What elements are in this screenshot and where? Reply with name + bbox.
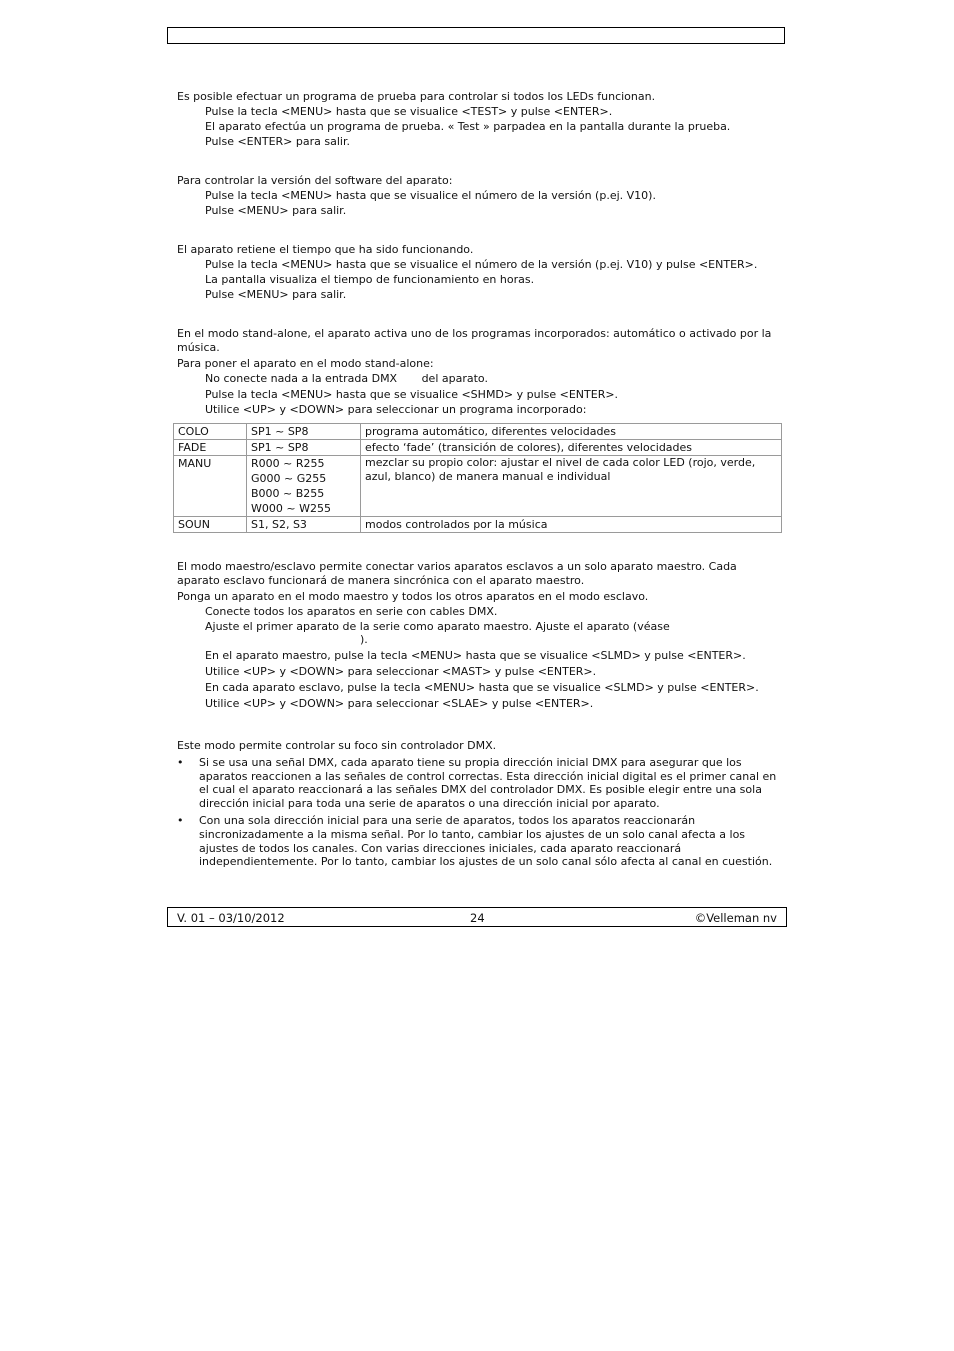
- master-intro2: Ponga un aparato en el modo maestro y todos los otros aparatos en el modo esclavo.: [177, 590, 649, 603]
- footer: [167, 907, 787, 927]
- list-item: [177, 814, 782, 868]
- master-step-cont: ).: [360, 633, 368, 646]
- table-row: [174, 440, 782, 456]
- table-cell-mode: COLO: [174, 424, 247, 440]
- version-step: Pulse la tecla <MENU> hasta que se visualice el número de la versión (p.ej. V10).: [205, 189, 656, 202]
- list-item: [177, 756, 782, 810]
- section-hours: [177, 242, 782, 302]
- standalone-intro: En el modo stand-alone, el aparato activa uno de los programas incorporados: automático o activado por la música.: [177, 327, 772, 354]
- master-step: Utilice <UP> y <DOWN> para seleccionar <MAST> y pulse <ENTER>.: [205, 665, 597, 678]
- dmx-intro: Este modo permite controlar su foco sin controlador DMX.: [177, 739, 497, 752]
- table-cell-desc: programa automático, diferentes velocidades: [361, 424, 782, 440]
- version-step: Pulse <MENU> para salir.: [205, 204, 347, 217]
- bullet-icon: •: [177, 814, 184, 828]
- table-cell-range: R000 ~ R255 G000 ~ G255 B000 ~ B255 W000 ~ W255: [247, 456, 361, 517]
- master-intro: El modo maestro/esclavo permite conectar varios aparatos esclavos a un solo aparato maestro. Cada aparato esclavo funcionará de manera sincrónica con el aparato maestro.: [177, 560, 737, 587]
- test-step: Pulse la tecla <MENU> hasta que se visualice <TEST> y pulse <ENTER>.: [205, 105, 613, 118]
- standalone-intro2: Para poner el aparato en el modo stand-alone:: [177, 357, 434, 370]
- table-cell-desc: efecto ‘fade’ (transición de colores), diferentes velocidades: [361, 440, 782, 456]
- table-cell-range: SP1 ~ SP8: [247, 424, 361, 440]
- table-row: [174, 456, 782, 517]
- list-item-text: Si se usa una señal DMX, cada aparato tiene su propia dirección inicial DMX para asegurar que los aparatos reaccionen a las señales de control correctas. Esta dirección inicial digital es el primer canal en el cual el aparato reaccionará a las señales DMX del controlador DMX. Es posible elegir entre una sola dirección inicial para toda una serie de aparatos o una dirección inicial por aparato.: [199, 756, 777, 810]
- master-step: Ajuste el primer aparato de la serie como aparato maestro. Ajuste el aparato (véase: [205, 620, 670, 633]
- table-cell-range: S1, S2, S3: [247, 517, 361, 533]
- list-item-text: Con una sola dirección inicial para una serie de aparatos, todos los aparatos reaccionarán sincronizadamente a la misma señal. Por lo tanto, cambiar los ajustes de un solo canal afecta a los ajustes de todos los canales. Con varias direcciones iniciales, cada aparato reaccionará independientemente. Por lo tanto, cambiar los ajustes de un solo canal sólo afecta al canal en cuestión.: [199, 814, 773, 869]
- master-step: En cada aparato esclavo, pulse la tecla <MENU> hasta que se visualice <SLMD> y pulse <ENTER>.: [205, 681, 759, 694]
- table-cell-mode: SOUN: [174, 517, 247, 533]
- section-dmx: [177, 738, 782, 869]
- hours-step: Pulse <MENU> para salir.: [205, 288, 347, 301]
- footer-copyright: ©Velleman nv: [694, 911, 777, 925]
- table-cell-mode: MANU: [174, 456, 247, 517]
- test-step: Pulse <ENTER> para salir.: [205, 135, 350, 148]
- bullet-icon: •: [177, 756, 184, 769]
- hours-step: La pantalla visualiza el tiempo de funcionamiento en horas.: [205, 273, 535, 286]
- page-content: [177, 89, 782, 869]
- table-cell-mode: FADE: [174, 440, 247, 456]
- standalone-step: Pulse la tecla <MENU> hasta que se visualice <SHMD> y pulse <ENTER>.: [205, 388, 619, 401]
- standalone-step: No conecte nada a la entrada DMX del aparato.: [205, 372, 488, 385]
- master-step: Utilice <UP> y <DOWN> para seleccionar <SLAE> y pulse <ENTER>.: [205, 697, 594, 710]
- hours-step: Pulse la tecla <MENU> hasta que se visualice el número de la versión (p.ej. V10) y pulse <ENTER>.: [205, 258, 758, 271]
- test-intro: Es posible efectuar un programa de prueba para controlar si todos los LEDs funcionan.: [177, 90, 656, 103]
- table-cell-range: SP1 ~ SP8: [247, 440, 361, 456]
- section-master-slave: [177, 560, 782, 711]
- test-step: El aparato efectúa un programa de prueba. « Test » parpadea en la pantalla durante la prueba.: [205, 120, 731, 133]
- table-row: [174, 517, 782, 533]
- footer-page-number: 24: [470, 911, 485, 925]
- header-frame: [167, 27, 785, 44]
- table-row: [174, 424, 782, 440]
- footer-version: V. 01 – 03/10/2012: [177, 911, 285, 925]
- master-step: En el aparato maestro, pulse la tecla <MENU> hasta que se visualice <SLMD> y pulse <ENTER>.: [205, 649, 746, 662]
- version-intro: Para controlar la versión del software del aparato:: [177, 174, 453, 187]
- program-table: [173, 423, 782, 533]
- section-standalone: [177, 327, 782, 533]
- table-cell-desc: modos controlados por la música: [361, 517, 782, 533]
- section-test: [177, 89, 782, 149]
- master-step: Conecte todos los aparatos en serie con cables DMX.: [205, 605, 498, 618]
- standalone-step: Utilice <UP> y <DOWN> para seleccionar un programa incorporado:: [205, 403, 587, 416]
- hours-intro: El aparato retiene el tiempo que ha sido funcionando.: [177, 243, 474, 256]
- table-cell-desc: mezclar su propio color: ajustar el nivel de cada color LED (rojo, verde, azul, blanco) de manera manual e individual: [361, 456, 782, 517]
- section-version: [177, 173, 782, 218]
